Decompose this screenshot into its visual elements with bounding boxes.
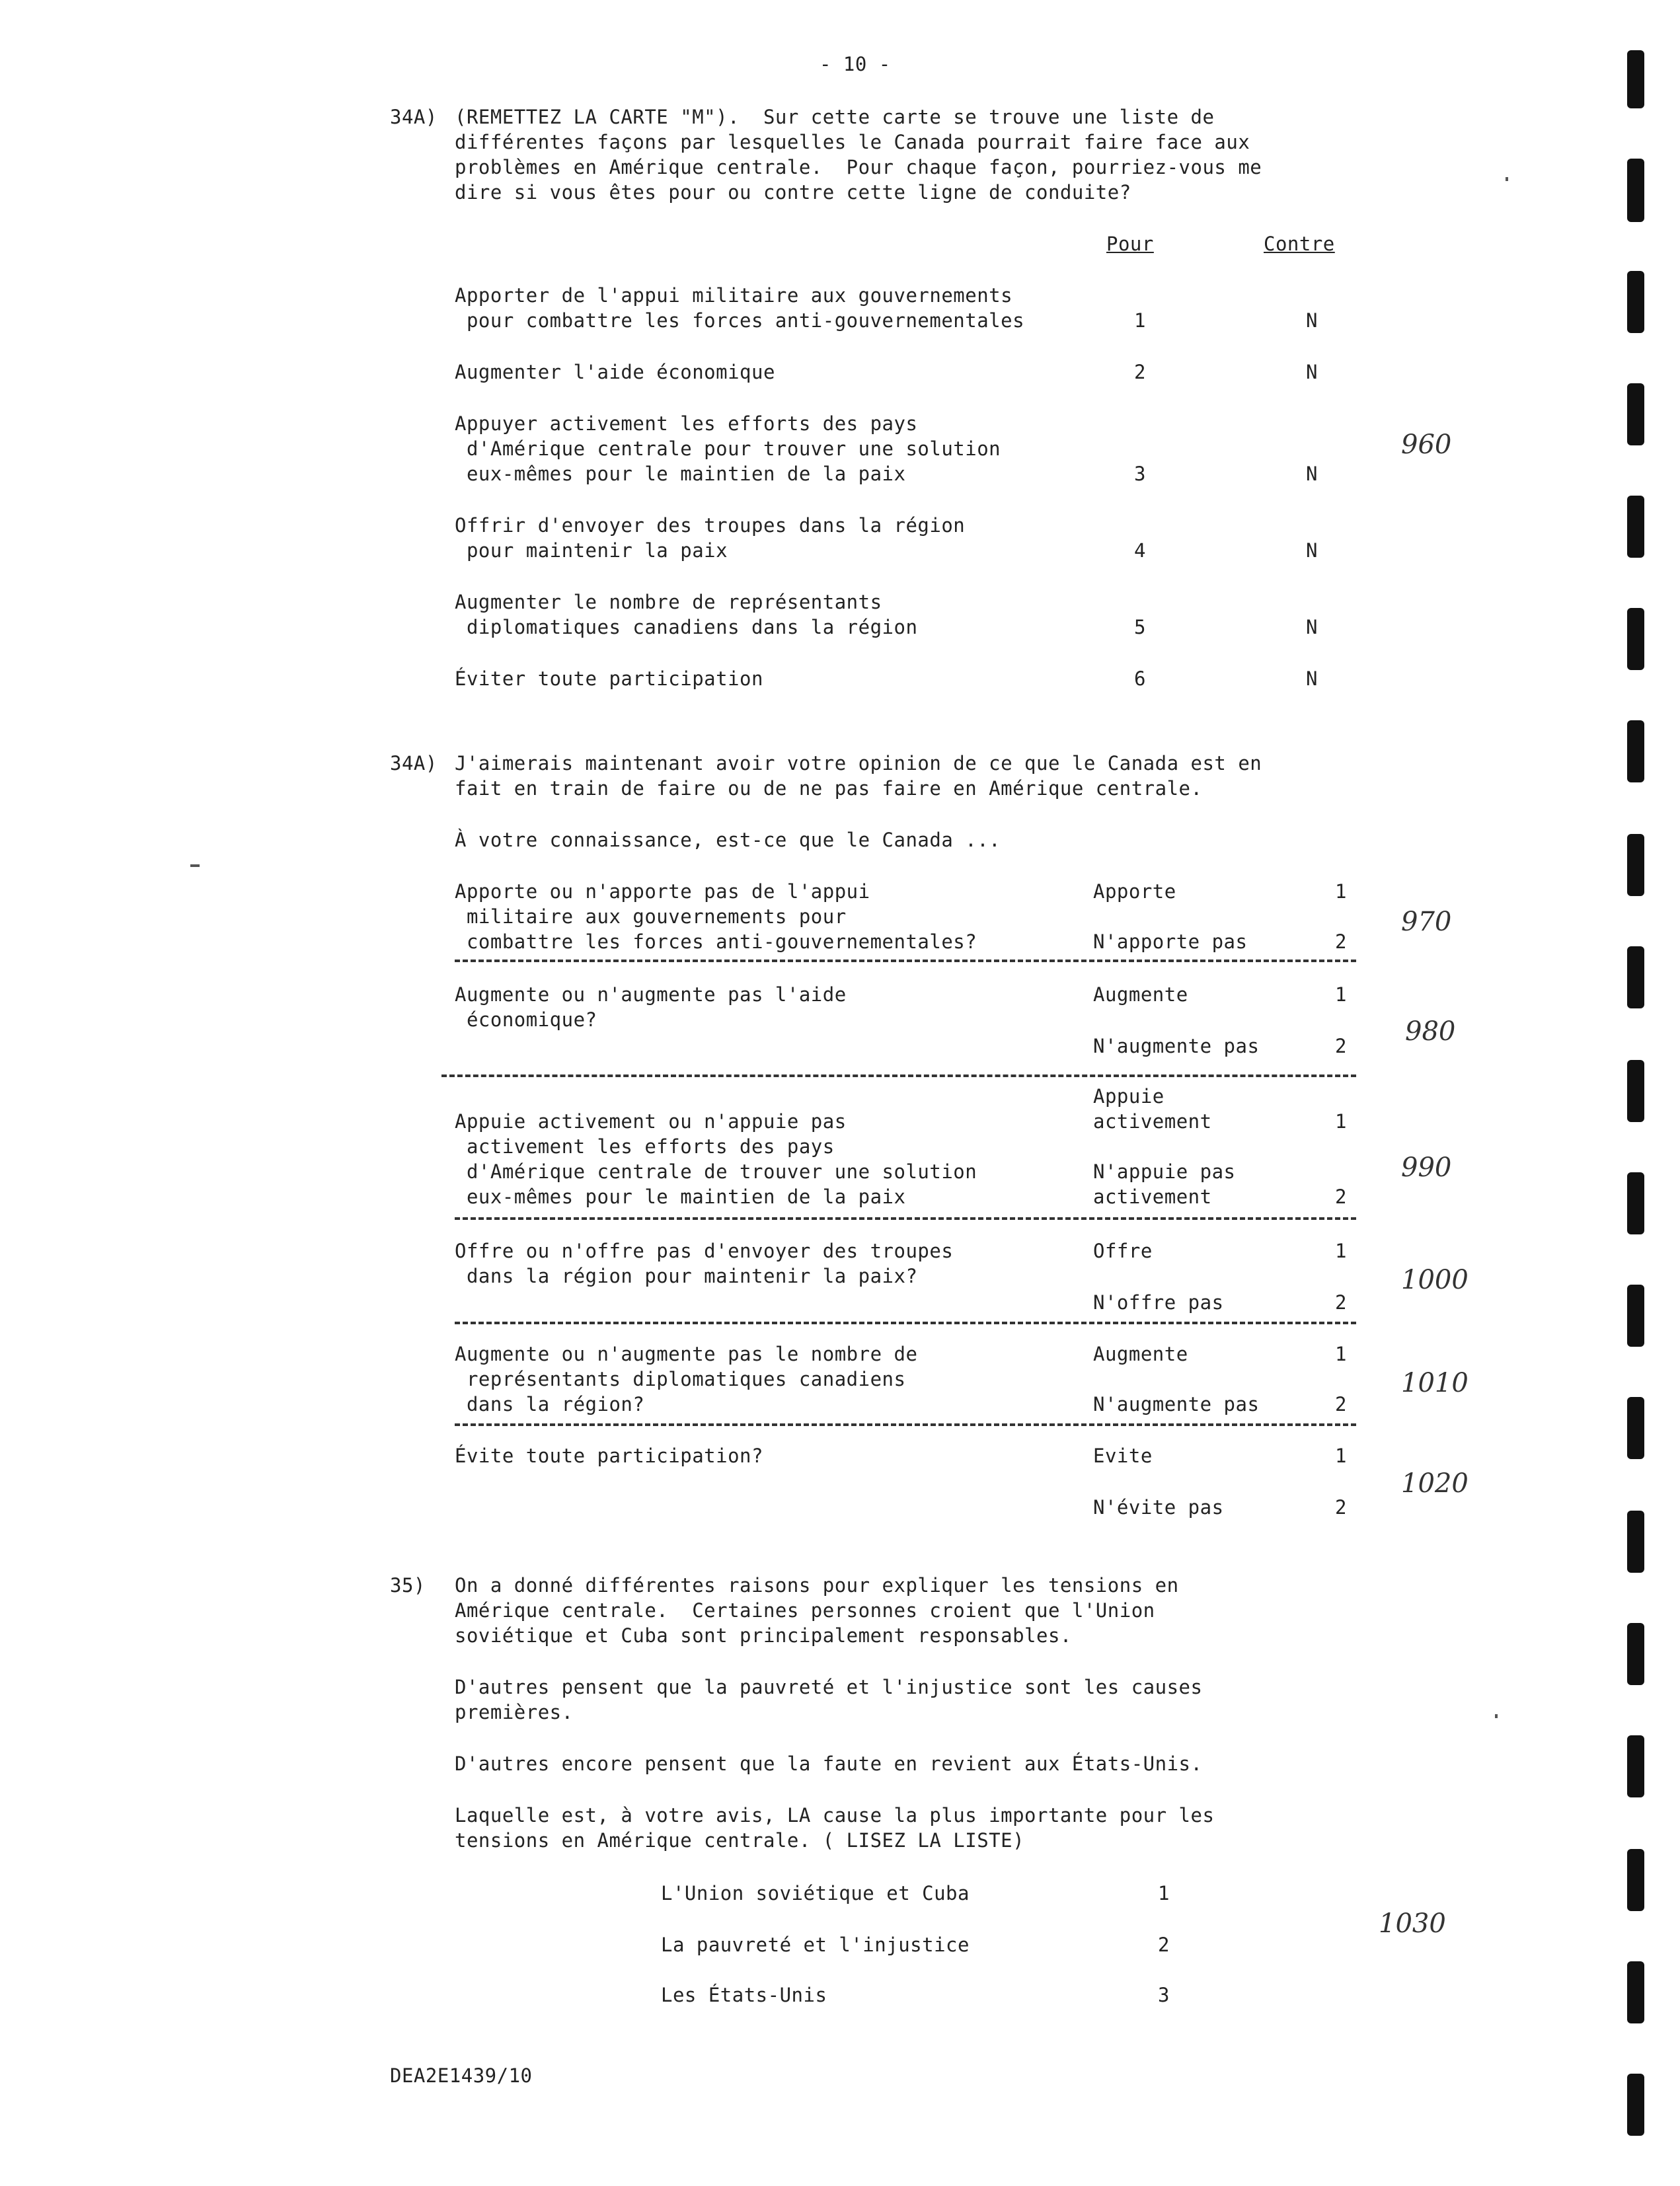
handwritten-code: 1030 bbox=[1379, 1908, 1446, 1939]
option-text: Augmenter le nombre de représentants bbox=[455, 591, 882, 613]
question-text: dire si vous êtes pour ou contre cette ligne de conduite? bbox=[455, 181, 1131, 204]
item-question: dans la région? bbox=[455, 1393, 645, 1415]
answer-code: 2 bbox=[1335, 1035, 1347, 1057]
answer-code: 2 bbox=[1335, 1291, 1347, 1314]
option-text: diplomatiques canadiens dans la région bbox=[455, 616, 918, 638]
item-question: Offre ou n'offre pas d'envoyer des troupes bbox=[455, 1240, 954, 1262]
column-header-pour: Pour bbox=[1106, 233, 1154, 255]
scan-mark bbox=[1627, 1849, 1644, 1911]
scan-mark bbox=[1627, 1511, 1644, 1573]
answer-label: activement bbox=[1093, 1186, 1212, 1208]
scan-mark bbox=[1627, 50, 1644, 108]
item-question: Évite toute participation? bbox=[455, 1445, 763, 1467]
question-text: soviétique et Cuba sont principalement responsables. bbox=[455, 1624, 1072, 1647]
code-pour: 5 bbox=[1134, 616, 1146, 638]
scan-speck bbox=[1495, 1714, 1498, 1718]
option-code: 1 bbox=[1158, 1882, 1170, 1904]
code-contre: N bbox=[1306, 361, 1318, 383]
code-contre: N bbox=[1306, 539, 1318, 562]
option-label: Les États-Unis bbox=[661, 1984, 827, 2006]
item-question: Apporte ou n'apporte pas de l'appui bbox=[455, 880, 870, 903]
answer-label: N'augmente pas bbox=[1093, 1035, 1260, 1057]
code-contre: N bbox=[1306, 309, 1318, 332]
handwritten-code: 1020 bbox=[1401, 1468, 1469, 1499]
scan-mark bbox=[1627, 834, 1644, 896]
answer-code: 2 bbox=[1335, 1393, 1347, 1415]
answer-label: activement bbox=[1093, 1110, 1212, 1133]
item-question: d'Amérique centrale de trouver une solution bbox=[455, 1160, 977, 1183]
answer-code: 1 bbox=[1335, 1343, 1347, 1365]
question-text: Laquelle est, à votre avis, LA cause la plus importante pour les bbox=[455, 1804, 1215, 1827]
row-divider bbox=[441, 1074, 1356, 1077]
option-label: La pauvreté et l'injustice bbox=[661, 1934, 970, 1956]
item-question: Appuie activement ou n'appuie pas bbox=[455, 1110, 847, 1133]
answer-label: N'augmente pas bbox=[1093, 1393, 1260, 1415]
row-divider bbox=[455, 1322, 1356, 1324]
item-question: eux-mêmes pour le maintien de la paix bbox=[455, 1186, 906, 1208]
question-text: tensions en Amérique centrale. ( LISEZ LA LISTE) bbox=[455, 1829, 1025, 1852]
question-text: On a donné différentes raisons pour expliquer les tensions en bbox=[455, 1574, 1179, 1597]
scan-mark bbox=[1627, 1623, 1644, 1685]
answer-label: Appuie bbox=[1093, 1085, 1165, 1108]
option-label: L'Union soviétique et Cuba bbox=[661, 1882, 970, 1904]
answer-code: 2 bbox=[1335, 1496, 1347, 1519]
item-question: économique? bbox=[455, 1008, 597, 1031]
question-text: premières. bbox=[455, 1701, 574, 1723]
option-code: 2 bbox=[1158, 1934, 1170, 1956]
scan-mark bbox=[1627, 608, 1644, 670]
option-text: Apporter de l'appui militaire aux gouvernements bbox=[455, 284, 1013, 307]
scan-mark bbox=[1627, 1735, 1644, 1797]
scan-speck bbox=[190, 864, 200, 867]
item-question: militaire aux gouvernements pour bbox=[455, 905, 847, 928]
question-text: D'autres encore pensent que la faute en revient aux États-Unis. bbox=[455, 1753, 1203, 1775]
answer-label: Augmente bbox=[1093, 1343, 1188, 1365]
scan-mark bbox=[1627, 271, 1644, 333]
answer-code: 2 bbox=[1335, 1186, 1347, 1208]
item-question: représentants diplomatiques canadiens bbox=[455, 1368, 906, 1390]
row-divider bbox=[455, 1217, 1356, 1220]
document-id: DEA2E1439/10 bbox=[390, 2064, 533, 2087]
scan-mark bbox=[1627, 1285, 1644, 1347]
question-text: J'aimerais maintenant avoir votre opinion de ce que le Canada est en bbox=[455, 752, 1262, 774]
option-text: Éviter toute participation bbox=[455, 667, 763, 690]
row-divider bbox=[455, 960, 1356, 962]
question-text: (REMETTEZ LA CARTE "M"). Sur cette carte se trouve une liste de bbox=[455, 106, 1215, 128]
answer-code: 2 bbox=[1335, 930, 1347, 953]
question-number: 34A) bbox=[390, 106, 438, 128]
answer-code: 1 bbox=[1335, 880, 1347, 903]
code-pour: 2 bbox=[1134, 361, 1146, 383]
handwritten-code: 960 bbox=[1401, 430, 1452, 460]
scan-mark bbox=[1627, 1172, 1644, 1234]
option-text: d'Amérique centrale pour trouver une solution bbox=[455, 437, 1001, 460]
scan-speck bbox=[1506, 177, 1508, 181]
answer-label: N'offre pas bbox=[1093, 1291, 1224, 1314]
option-text: Offrir d'envoyer des troupes dans la région bbox=[455, 514, 966, 537]
scan-mark bbox=[1627, 159, 1644, 222]
answer-label: N'apporte pas bbox=[1093, 930, 1248, 953]
answer-code: 1 bbox=[1335, 1110, 1347, 1133]
item-question: activement les efforts des pays bbox=[455, 1135, 835, 1158]
code-pour: 6 bbox=[1134, 667, 1146, 690]
item-question: Augmente ou n'augmente pas l'aide bbox=[455, 983, 847, 1006]
answer-code: 1 bbox=[1335, 1240, 1347, 1262]
option-text: pour combattre les forces anti-gouvernementales bbox=[455, 309, 1025, 332]
answer-label: N'évite pas bbox=[1093, 1496, 1224, 1519]
answer-code: 1 bbox=[1335, 983, 1347, 1006]
code-contre: N bbox=[1306, 667, 1318, 690]
scan-mark bbox=[1627, 1397, 1644, 1459]
option-code: 3 bbox=[1158, 1984, 1170, 2006]
question-text: problèmes en Amérique centrale. Pour chaque façon, pourriez-vous me bbox=[455, 156, 1262, 178]
handwritten-code: 1000 bbox=[1401, 1265, 1469, 1295]
question-lead: À votre connaissance, est-ce que le Canada ... bbox=[455, 829, 1001, 851]
page-number: - 10 - bbox=[820, 53, 891, 75]
item-question: dans la région pour maintenir la paix? bbox=[455, 1265, 918, 1287]
code-pour: 1 bbox=[1134, 309, 1146, 332]
handwritten-code: 990 bbox=[1401, 1152, 1452, 1183]
code-contre: N bbox=[1306, 463, 1318, 485]
handwritten-code: 1010 bbox=[1401, 1368, 1469, 1398]
scan-mark bbox=[1627, 496, 1644, 558]
scan-mark bbox=[1627, 1060, 1644, 1122]
option-text: Appuyer activement les efforts des pays bbox=[455, 412, 918, 435]
row-divider bbox=[455, 1423, 1356, 1426]
scan-mark bbox=[1627, 2074, 1644, 2136]
code-pour: 4 bbox=[1134, 539, 1146, 562]
code-contre: N bbox=[1306, 616, 1318, 638]
code-pour: 3 bbox=[1134, 463, 1146, 485]
question-text: D'autres pensent que la pauvreté et l'injustice sont les causes bbox=[455, 1676, 1203, 1698]
option-text: Augmenter l'aide économique bbox=[455, 361, 775, 383]
item-question: Augmente ou n'augmente pas le nombre de bbox=[455, 1343, 918, 1365]
option-text: eux-mêmes pour le maintien de la paix bbox=[455, 463, 906, 485]
handwritten-code: 980 bbox=[1405, 1016, 1456, 1047]
question-text: Amérique centrale. Certaines personnes croient que l'Union bbox=[455, 1599, 1155, 1622]
answer-label: Apporte bbox=[1093, 880, 1176, 903]
question-number: 34A) bbox=[390, 752, 438, 774]
scan-mark bbox=[1627, 946, 1644, 1008]
question-number: 35) bbox=[390, 1574, 426, 1597]
answer-label: Offre bbox=[1093, 1240, 1153, 1262]
item-question: combattre les forces anti-gouvernementales? bbox=[455, 930, 977, 953]
question-text: fait en train de faire ou de ne pas faire en Amérique centrale. bbox=[455, 777, 1203, 800]
question-text: différentes façons par lesquelles le Canada pourrait faire face aux bbox=[455, 131, 1250, 153]
scan-mark bbox=[1627, 383, 1644, 445]
answer-label: Evite bbox=[1093, 1445, 1153, 1467]
scan-mark bbox=[1627, 1961, 1644, 2023]
column-header-contre: Contre bbox=[1264, 233, 1335, 255]
answer-code: 1 bbox=[1335, 1445, 1347, 1467]
answer-label: Augmente bbox=[1093, 983, 1188, 1006]
option-text: pour maintenir la paix bbox=[455, 539, 728, 562]
handwritten-code: 970 bbox=[1401, 907, 1452, 937]
scan-mark bbox=[1627, 720, 1644, 782]
answer-label: N'appuie pas bbox=[1093, 1160, 1236, 1183]
